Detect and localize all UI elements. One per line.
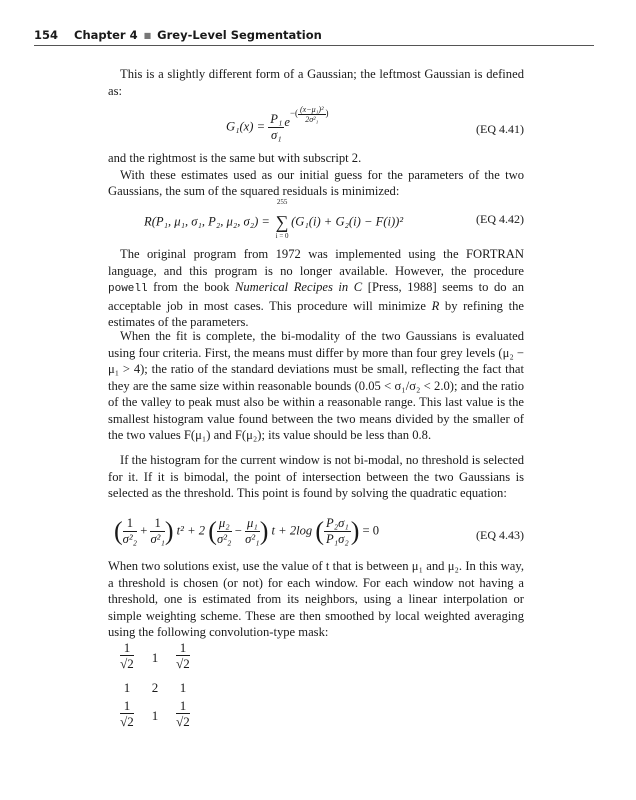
paragraph-program: The original program from 1972 was implemented using the FORTRAN language, and this program is no longer available. However, the procedure powell from the book Numerical Recipes in C [Press, 1988] seems to do an acceptable job in most cases. This procedure will minimize R by refining the estimates of the parameters. xyxy=(108,247,524,329)
equation-4-42 xyxy=(108,200,524,244)
paragraph-rightmost: and the rightmost is the same but with subscript 2. With these estimates used as our initial guess for the parameters of the two Gaussians, the sum of the squared residuals is minimized: xyxy=(108,151,524,198)
eq441-fraction: $\frac{\text{P₁}}{\text{σ₁}}$ xyxy=(270,112,283,142)
separator-square-icon: ■ xyxy=(143,31,152,40)
mask-cell: $\frac{1}{√2}$ xyxy=(120,698,134,729)
mask-cell: $\frac{1}{√2}$ xyxy=(120,640,134,671)
paragraph-gaussian-intro: This is a slightly different form of a Gaussian; the leftmost Gaussian is defined as: xyxy=(108,67,524,98)
mask-cell: $\frac{1}{√2}$ xyxy=(176,698,190,729)
section-title: Grey-Level Segmentation xyxy=(157,28,322,42)
mask-cell: 1 xyxy=(179,680,187,695)
mask-cell: 1 xyxy=(123,680,131,695)
mask-cell: $\frac{1}{√2}$ xyxy=(176,640,190,671)
eq441-lhs: G₁(x) = xyxy=(226,119,266,134)
book-title: Numerical Recipes in C xyxy=(234,280,363,294)
running-header xyxy=(34,28,594,46)
code-powell: powell xyxy=(108,283,148,295)
equation-4-41: G₁(x) = $\frac{\text{P₁}}{\text{σ₁}}$ $e^{-( \frac{\text{(x−μ₁)²}}{\text{2σ²₁}} )}$ (EQ 4.41) xyxy=(226,104,524,142)
chapter-label: Chapter 4 xyxy=(74,28,138,42)
paragraph-two-solutions: When two solutions exist, use the value of t that is between μ₁ and μ₂. In this way, a threshold is chosen (or not) for each window. For each window not having a threshold, one is estimated from its neighbors, using a linear interpolation or simple weighting scheme. These are then smoothed by local weighted averaging using the following convolution-type mask: xyxy=(108,559,524,639)
eq442-label: (EQ 4.42) xyxy=(476,212,524,226)
mask-cell: 1 xyxy=(151,650,159,665)
header-rule xyxy=(34,45,594,46)
convolution-mask xyxy=(112,640,202,740)
summation-sign: 255 ∑ i = 0 xyxy=(275,198,289,240)
eq441-exponent: −( (x−μ₁)² 2σ²₁ ) xyxy=(289,104,329,124)
paragraph-bimodality: When the fit is complete, the bi-modality of the two Gaussians is evaluated using four criteria. First, the means must differ by more than four grey levels (μ₂ − μ₁ > 4); the ratio of the standard deviations must be small, reflecting the fact that they are the same size within reasonable bounds (0.05 < σ₁/σ₂ < 2.0); and the ratio of the valley to peak must also be within a reasonable range. This last value is the smallest histogram value found between the two means divided by the smaller of the two values F(μ₁) and F(μ₂); its value should be less than 0.8. xyxy=(108,329,524,442)
mask-cell: 2 xyxy=(151,680,159,695)
equation-4-43: ( $\frac{1}{\text{σ²₂}}$ + $\frac{1}{\text{σ²₁}}$ ) t² + 2 ( $\frac{\text{μ₂}}{\text{σ²₂}}$ − $\frac{\text{μ₁}}{\text{σ²₁}}$ ) t + 2log ( $\frac{\text{P₂σ₁}}{\text{P₁σ₂}}$ ) = 0 (EQ 4.43) xyxy=(114,516,524,546)
eq442-lhs: R(P₁, μ₁, σ₁, P₂, μ₂, σ₂) = xyxy=(144,214,270,229)
eq442-body: (G₁(i) + G₂(i) − F(i))² xyxy=(291,214,404,229)
mask-cell: 1 xyxy=(151,708,159,723)
eq443-label: (EQ 4.43) xyxy=(476,528,524,542)
page-number: 154 xyxy=(34,28,59,42)
paragraph-threshold: If the histogram for the current window is not bi-modal, no threshold is selected for it. If it is bimodal, the point of intersection between the two Gaussians is selected as the threshold. This point is found by solving the quadratic equation: xyxy=(108,453,524,500)
eq441-label: (EQ 4.41) xyxy=(476,122,524,136)
